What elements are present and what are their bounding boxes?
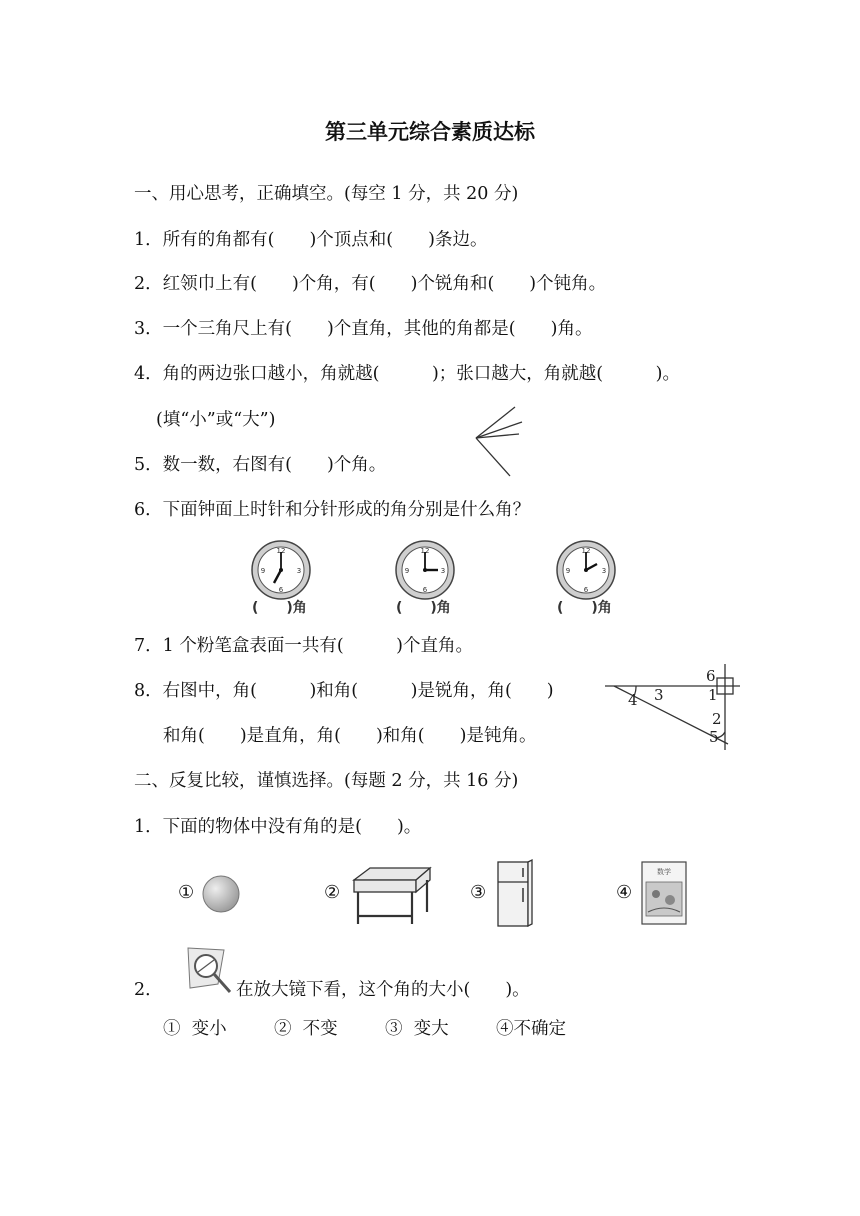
question-8-line1: 8．右图中，角( )和角( )是锐角，角( ) (134, 681, 554, 701)
angle-rays-figure (468, 400, 528, 480)
svg-text:9: 9 (404, 567, 410, 575)
question-2: 2．红领巾上有( )个角，有( )个锐角和( )个钝角。 (134, 274, 607, 294)
math-book-image (640, 860, 690, 926)
question-4-hint: (填“小”或“大”) (156, 410, 276, 430)
question-4: 4．角的两边张口越小，角就越( )；张口越大，角就越( )。 (134, 364, 680, 384)
svg-text:3: 3 (440, 567, 446, 575)
page-title: 第三单元综合素质达标 (325, 120, 535, 144)
angle-diagram (600, 662, 745, 752)
question-1: 1．所有的角都有( )个顶点和( )条边。 (134, 230, 488, 250)
clock-caption-3: ( )角 (557, 600, 612, 616)
angle-label-2: 2 (712, 710, 722, 728)
angle-label-1: 1 (708, 686, 718, 704)
clock-3-oclock (394, 539, 456, 601)
svg-text:6: 6 (583, 586, 589, 594)
svg-text:12: 12 (276, 547, 286, 555)
option-1-label: ① (178, 882, 195, 903)
clock-2-oclock (555, 539, 617, 601)
q2-option-1: ① 变小 (163, 1019, 227, 1039)
svg-text:3: 3 (296, 567, 302, 575)
section2-heading: 二、反复比较，谨慎选择。(每题 2 分，共 16 分) (134, 771, 519, 791)
angle-label-4: 4 (628, 691, 638, 709)
question-3: 3．一个三角尺上有( )个直角，其他的角都是( )角。 (134, 319, 593, 339)
q2-option-2: ② 不变 (274, 1019, 338, 1039)
option-4-label: ④ (616, 882, 633, 903)
q2-option-4: ④不确定 (496, 1019, 566, 1039)
angle-label-5: 5 (709, 728, 719, 746)
refrigerator-image (494, 858, 534, 930)
question-5: 5．数一数，右图有( )个角。 (134, 455, 387, 475)
desk-image (350, 866, 432, 928)
clock-7-oclock (250, 539, 312, 601)
option-3-label: ③ (470, 882, 487, 903)
svg-text:6: 6 (422, 586, 428, 594)
ball-image (201, 874, 241, 914)
svg-text:3: 3 (601, 567, 607, 575)
svg-text:12: 12 (420, 547, 430, 555)
q2-option-3: ③ 变大 (385, 1019, 449, 1039)
question-6: 6．下面钟面上时针和分针形成的角分别是什么角？ (134, 500, 531, 520)
magnifier-image (184, 944, 236, 998)
angle-label-6: 6 (706, 667, 716, 685)
section2-question-1: 1．下面的物体中没有角的是( )。 (134, 817, 422, 837)
book-title: 数学 (657, 868, 671, 876)
question-7: 7．1 个粉笔盒表面一共有( )个直角。 (134, 636, 473, 656)
section1-heading: 一、用心思考，正确填空。(每空 1 分，共 20 分) (134, 184, 519, 204)
section2-question-2: 在放大镜下看，这个角的大小( )。 (236, 980, 530, 1000)
option-2-label: ② (324, 882, 341, 903)
svg-text:12: 12 (581, 547, 591, 555)
svg-text:9: 9 (565, 567, 571, 575)
svg-text:6: 6 (278, 586, 284, 594)
question-8-line2: 和角( )是直角，角( )和角( )是钝角。 (163, 726, 537, 746)
svg-text:9: 9 (260, 567, 266, 575)
clock-caption-1: ( )角 (252, 600, 307, 616)
section2-question-2-number: 2． (134, 980, 163, 1000)
angle-label-3: 3 (654, 686, 664, 704)
clock-caption-2: ( )角 (396, 600, 451, 616)
